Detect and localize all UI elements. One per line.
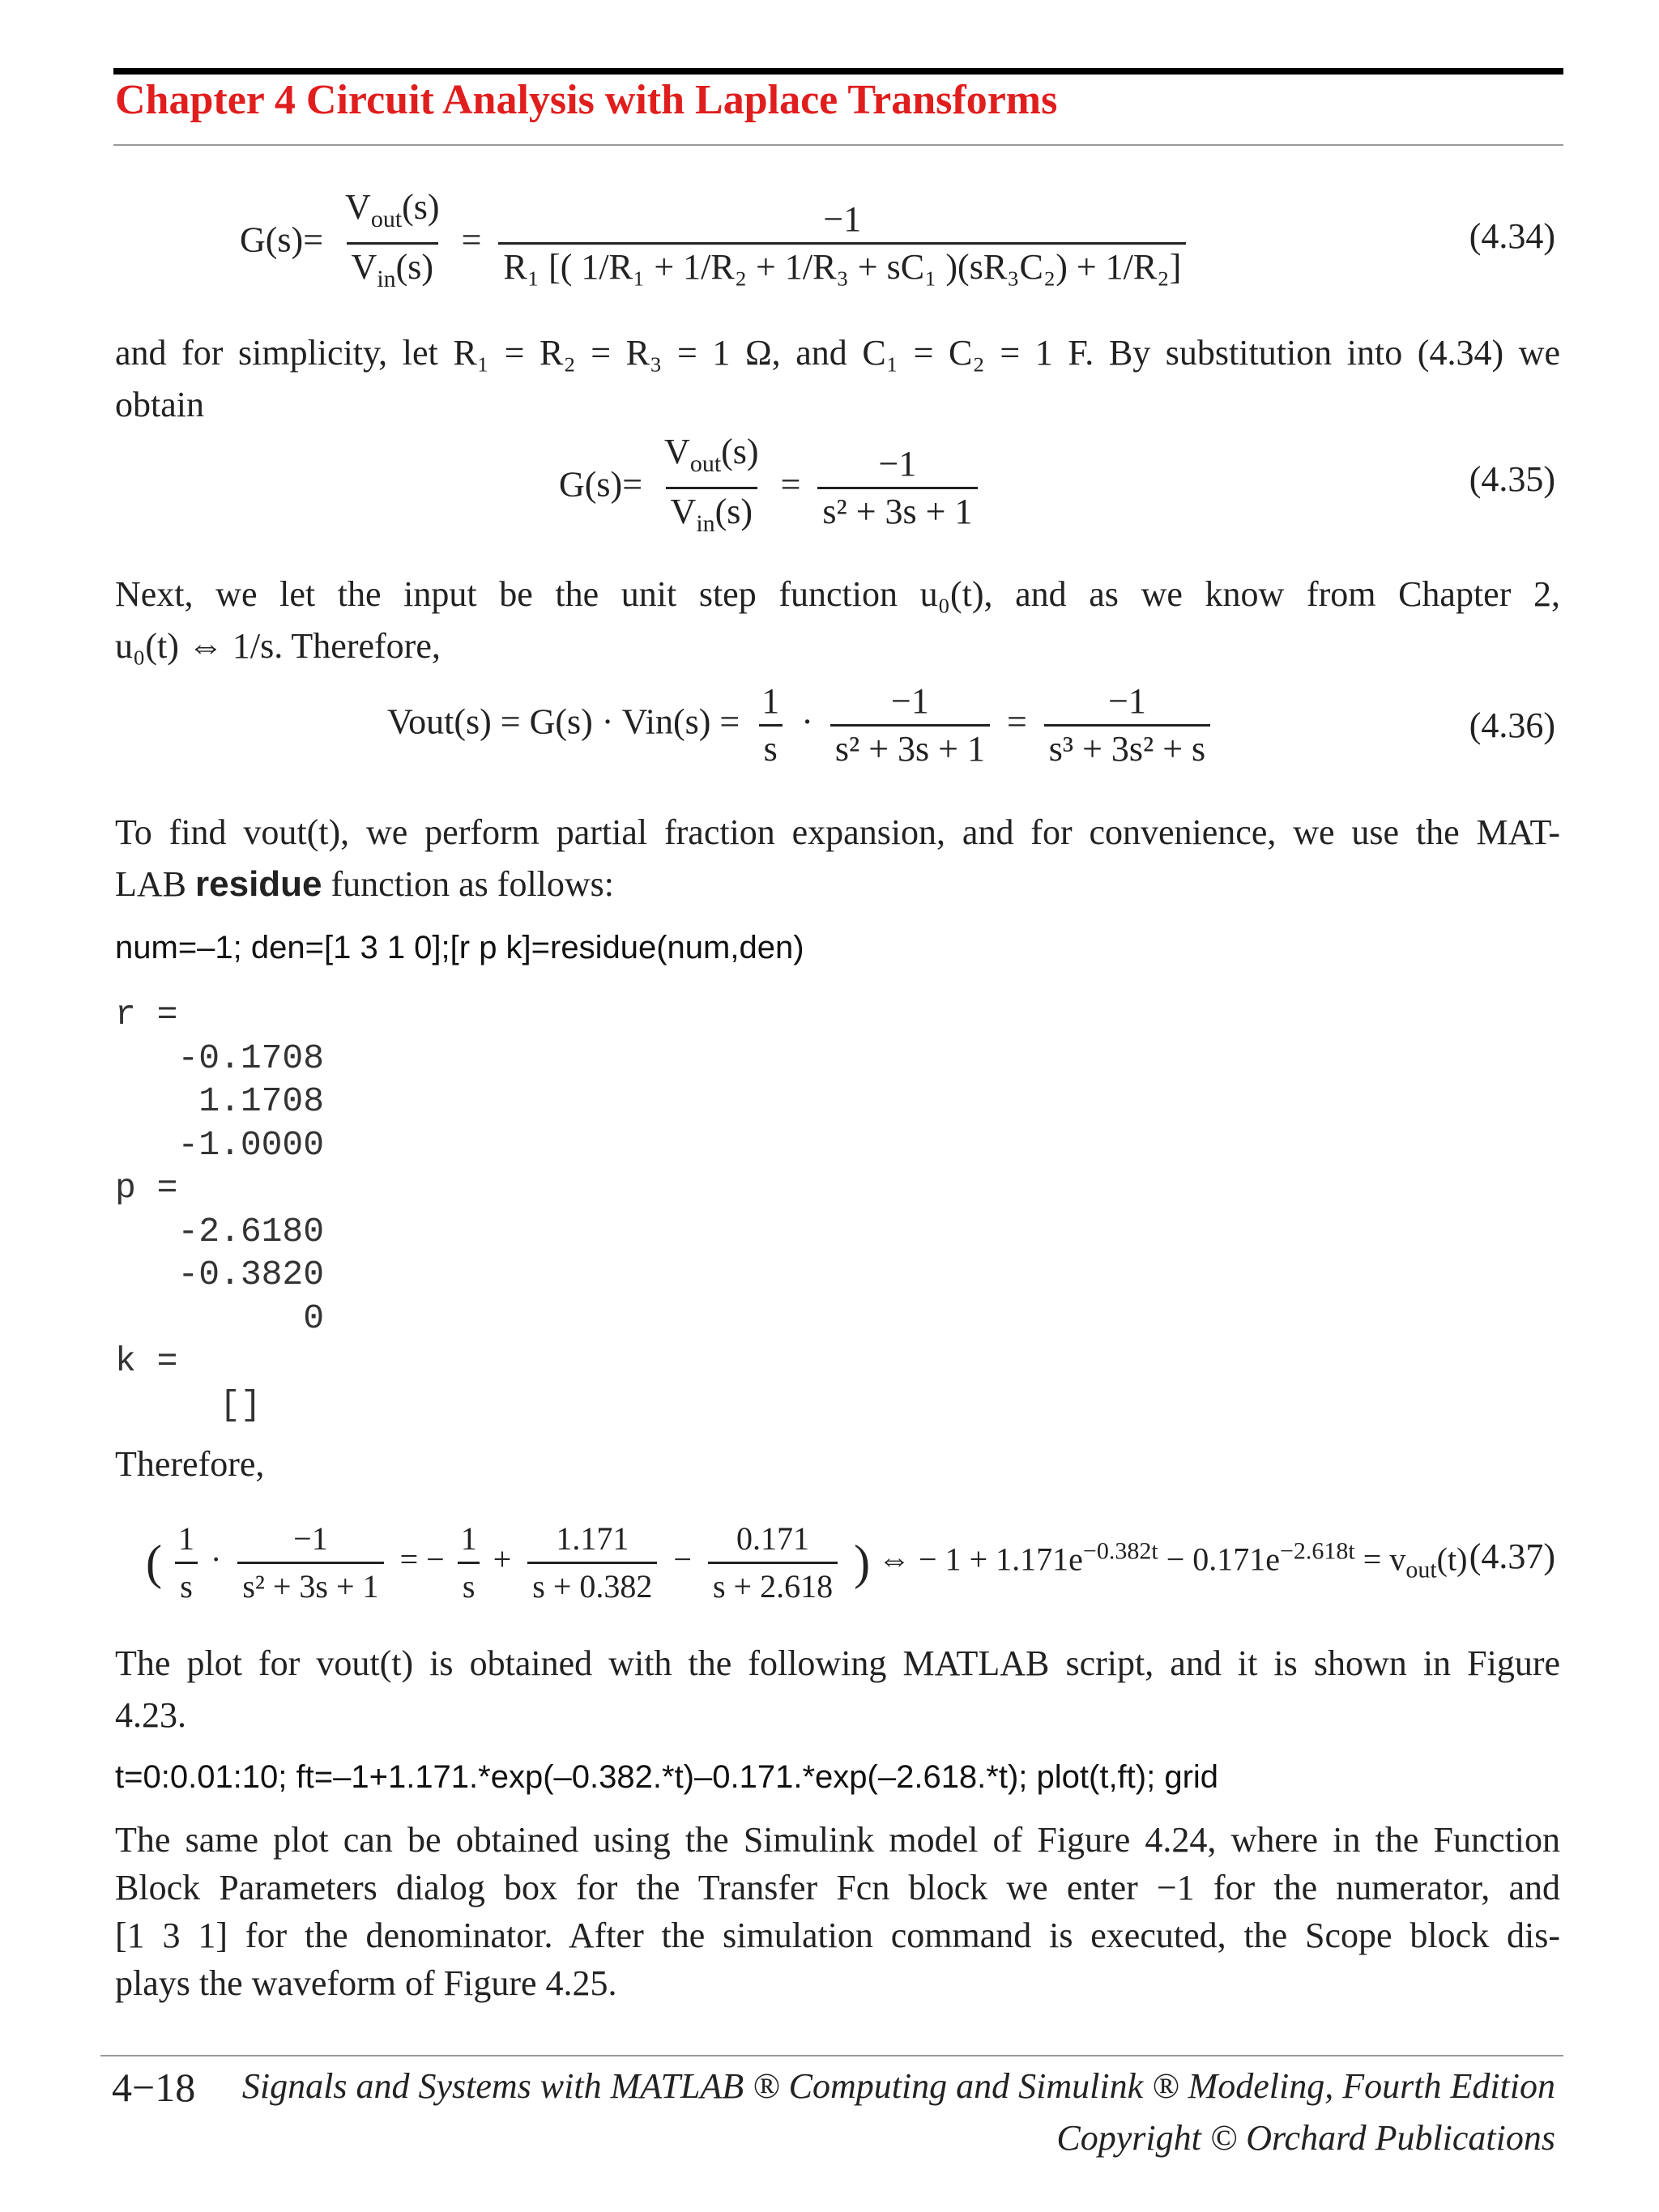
paragraph-unit-step [115,569,1560,672]
eq437-rhs-a: ⇔ − 1 + 1.171e [878,1541,1083,1578]
eq437-rhs-c-sub: out [1405,1556,1437,1583]
eq436-frac1-den: s [759,724,783,772]
top-rule [113,68,1563,75]
eq437-frac2-num: −1 [293,1520,328,1557]
eq436-frac3-num: −1 [1108,681,1146,721]
eq436-frac2-den: s² + 3s + 1 [830,724,990,772]
eq437-frac3-den: s [458,1562,480,1609]
eq437-frac4-den: s + 0.382 [527,1562,657,1609]
equation-4-36 [387,679,1218,772]
residue-keyword: residue [195,864,322,904]
p2-line2: u₀(t) ⇔ 1/s. Therefore, [115,626,441,666]
eq437-frac2-den: s² + 3s + 1 [237,1562,383,1609]
header-divider [113,144,1563,146]
equation-number-4-37: (4.37) [1469,1536,1555,1576]
p5-line2: Block Parameters dialog box for the Transfer Fcn block we enter −1 for the numerator, and [115,1868,1560,1907]
eq436-frac1-num: 1 [761,681,780,721]
eq434-ratio [340,185,445,302]
p1-line2: obtain [115,385,204,424]
matlab-output: r = -0.1708 1.1708 -1.0000 p = -2.6180 -0.3820 0 k = [] [115,995,325,1425]
equation-4-35 [559,429,986,547]
eq435-numerator: −1 [878,443,917,484]
eq434-lhs: G(s)= [240,219,324,260]
eq437-frac2 [237,1516,383,1609]
equation-4-34 [240,185,1194,302]
paragraph-substitution [115,327,1560,431]
eq436-frac3 [1044,679,1210,772]
eq434-ratio-num: V [345,187,371,227]
eq437-rhs-c: = v [1354,1541,1406,1578]
eq436-dot: · [801,701,813,742]
page-number: 4−18 [112,2065,196,2110]
eq435-ratio-num: V [664,432,690,471]
eq434-ratio-num-sub: out [370,205,403,232]
eq437-plus: + [493,1541,512,1578]
eq437-frac5-num: 0.171 [736,1520,809,1557]
eq434-ratio-den-arg: (s) [395,246,434,287]
p4-line1: The plot for vout(t) is obtained with the following MATLAB script, and it is shown in Figure [115,1643,1560,1683]
eq437-frac3-num: 1 [460,1520,477,1557]
eq437-frac3 [456,1516,482,1609]
eq436-lhs: Vout(s) = G(s) · Vin(s) = [387,701,740,742]
eq435-ratio-den: V [670,491,697,531]
p2-line1: Next, we let the input be the unit step function u₀(t), and as we know from Chapter 2, [115,574,1560,614]
p5-line1: The same plot can be obtained using the Simulink model of Figure 4.24, where in the Function [115,1820,1560,1860]
p5-line3: [1 3 1] for the denominator. After the simulation command is executed, the Scope block dis- [115,1916,1560,1955]
p5-line4: plays the waveform of Figure 4.25. [115,1963,617,2003]
p3-line1: To find vout(t), we perform partial fraction expansion, and for convenience, we use the MAT- [115,812,1560,852]
equation-number-4-35: (4.35) [1469,459,1555,499]
eq437-dot: · [210,1541,222,1578]
eq434-denominator: R₁ [( 1/R₁ + 1/R₂ + 1/R₃ + sC₁ )(sR₃C₂) + 1/R₂] [498,242,1186,290]
eq435-ratio-num-sub: out [689,450,722,477]
eq437-rhs-b-exp: −2.618t [1280,1537,1355,1565]
therefore-text: Therefore, [115,1444,265,1484]
eq437-left-paren: ( [146,1536,162,1589]
equation-4-37 [146,1516,1467,1609]
eq437-frac4-num: 1.171 [556,1520,629,1557]
eq434-ratio-den: V [351,246,377,287]
eq435-lhs: G(s)= [559,464,643,505]
eq435-fraction [817,441,977,535]
eq436-frac3-den: s³ + 3s² + s [1044,724,1210,772]
eq435-ratio-den-sub: in [696,509,715,537]
eq437-frac5-den: s + 2.618 [708,1562,838,1609]
eq434-ratio-num-arg: (s) [402,187,440,227]
eq436-equals: = [1006,701,1027,742]
p3-line2-a: LAB [115,864,195,904]
eq437-rhs-a-exp: −0.382t [1082,1537,1158,1565]
paragraph-residue [115,807,1560,910]
eq435-ratio [659,429,764,547]
matlab-code-plot: t=0:0.01:10; ft=–1+1.171.*exp(–0.382.*t)–0.171.*exp(–2.618.*t); plot(t,ft); grid [115,1759,1219,1795]
matlab-code-residue: num=–1; den=[1 3 1 0];[r p k]=residue(num,den) [115,930,804,965]
eq436-frac2 [830,679,990,772]
eq437-rhs-c-arg: (t) [1436,1541,1468,1578]
chapter-title: Chapter 4 Circuit Analysis with Laplace Transforms [115,77,1058,123]
copyright-line: Copyright © Orchard Publications [1056,2118,1555,2158]
eq434-numerator: −1 [823,198,862,239]
eq436-frac2-num: −1 [891,681,929,721]
eq437-frac1-den: s [175,1562,198,1609]
paragraph-simulink [115,1816,1560,2007]
eq435-equals: = [780,464,801,505]
p1-line1: and for simplicity, let R₁ = R₂ = R₃ = 1 Ω, and C₁ = C₂ = 1 F. By substitution into (4.34) we [115,333,1560,373]
eq435-ratio-den-arg: (s) [714,491,753,531]
eq435-denominator: s² + 3s + 1 [817,487,977,535]
eq437-frac5 [708,1516,838,1609]
eq435-ratio-num-arg: (s) [721,432,759,471]
eq437-rhs-b: − 0.171e [1158,1541,1280,1578]
equation-number-4-36: (4.36) [1469,705,1555,745]
eq434-ratio-den-sub: in [377,265,396,292]
eq436-frac1 [757,679,784,772]
paragraph-plot [115,1638,1560,1741]
p4-line2: 4.23. [115,1695,186,1735]
book-title: Signals and Systems with MATLAB ® Computing and Simulink ® Modeling, Fourth Edition [241,2066,1555,2106]
eq437-frac1 [173,1516,199,1609]
p3-line2-b: function as follows: [322,864,615,904]
eq434-equals: = [461,219,482,260]
footer-divider [100,2055,1563,2056]
eq434-fraction [498,197,1186,290]
eq437-right-paren: ) [854,1536,871,1589]
eq437-frac1-num: 1 [177,1520,194,1557]
eq437-minus: − [673,1541,692,1578]
eq437-mid1: = − [399,1541,445,1578]
equation-number-4-34: (4.34) [1469,216,1555,256]
eq437-frac4 [527,1516,657,1609]
